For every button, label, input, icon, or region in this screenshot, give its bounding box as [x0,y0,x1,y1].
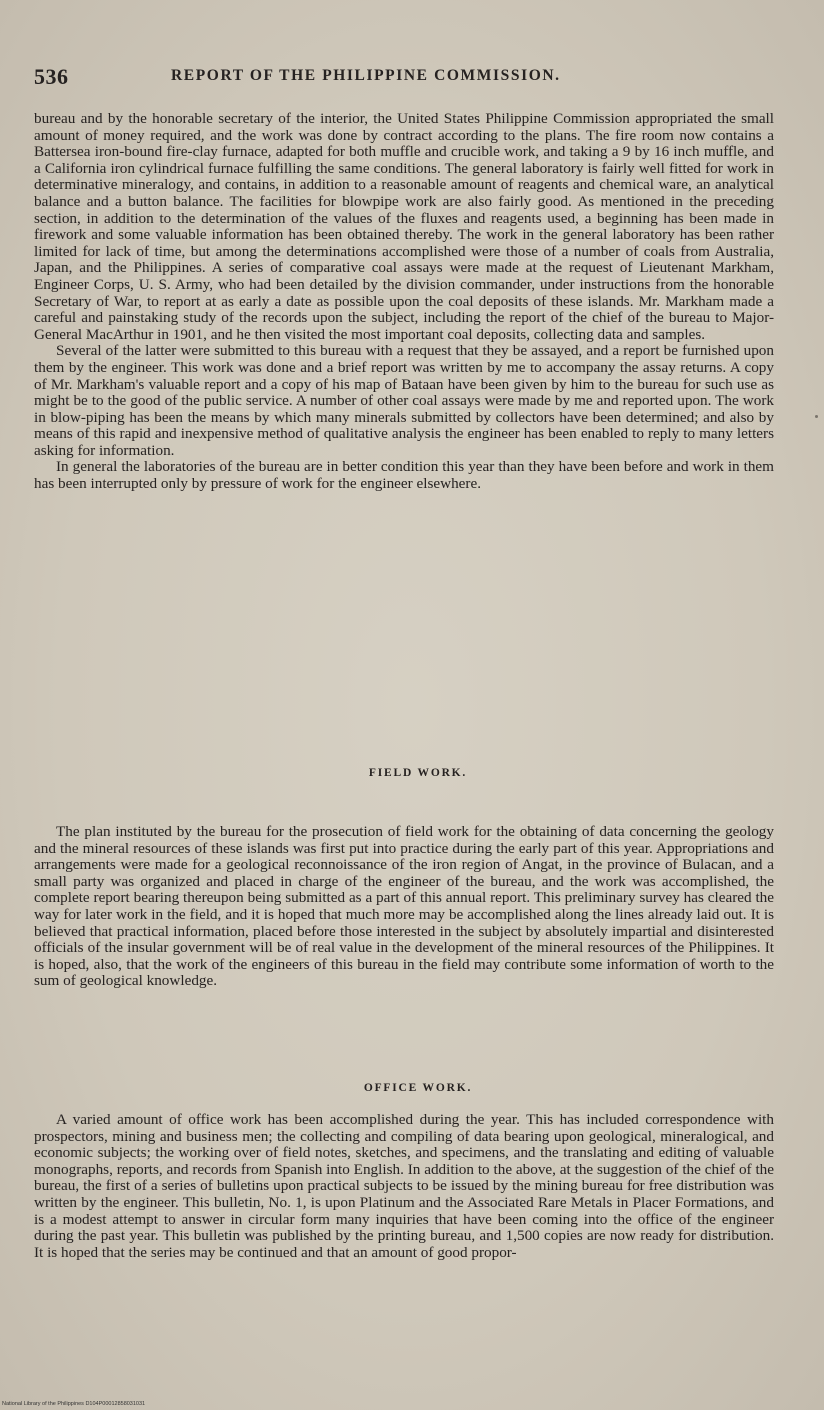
page-number: 536 [34,64,69,89]
paragraph-laboratory-condition: In general the laboratories of the bureau are in better condition this year than they have been before and work in them has been interrupted only by pressure of work for the engineer elsewhere. [34,458,774,493]
office-work-heading: OFFICE WORK. [363,1082,473,1094]
paragraph-laboratory-equipment: bureau and by the honorable secretary of the interior, the United States Philippine Commission appropriated the small amount of money required, and the work was done by contract according to the plans. The fire room now contains a Battersea iron-bound fire-clay furnace, adapted for both muffle and crucible work, and taking a 9 by 16 inch muffle, and a California iron cylindrical furnace fulfilling the same conditions. The general laboratory is fairly well fitted for work in determinative mineralogy, and contains, in addition to a reasonable amount of reagents and chemical ware, an analytical balance and a button balance. The facilities for blowpipe work are also fairly good. As mentioned in the preceding section, in addition to the determination of the values of the fluxes and reagents used, a beginning has been made in firework and some valuable information has been obtained thereby. The work in the general laboratory has been rather limited for lack of time, but among the determinations accomplished were those of a number of coals from Australia, Japan, and the Philippines. A series of comparative coal assays were made at the request of Lieutenant Markham, Engineer Corps, U. S. Army, who had been detailed by the division commander, under instructions from the honorable Secretary of War, to report at as early a date as possible upon the coal deposits of these islands. Mr. Markham made a careful and painstaking study of the records upon the subject, including the report of the chief of the bureau to Major-General MacArthur in 1901, and he then visited the most important coal deposits, collecting data and samples. [34,110,774,343]
running-head: REPORT OF THE PHILIPPINE COMMISSION. [171,67,561,84]
paragraph-office-work: A varied amount of office work has been accomplished during the year. This has included correspondence with prospectors, mining and business men; the collecting and compiling of data bearing upon geological, mineralogical, and economic subjects; the working over of field notes, sketches, and specimens, and the translating and editing of valuable monographs, reports, and records from Spanish into English. In addition to the above, at the suggestion of the chief of the bureau, the first of a series of bulletins upon practical subjects to be issued by the mining bureau for free distribution was written by the engineer. This bulletin, No. 1, is upon Platinum and the Associated Rare Metals in Placer Formations, and is a modest attempt to answer in circular form many inquiries that have been coming into the office of the engineer during the past year. This bulletin was published by the printing bureau, and 1,500 copies are now ready for distribution. It is hoped that the series may be continued and that an amount of good propor- [34,1111,774,1261]
paragraph-field-work: The plan instituted by the bureau for the prosecution of field work for the obtaining of data concerning the geology and the mineral resources of these islands was first put into practice during the early part of this year. Appropriations and arrangements were made for a geological reconnoissance of the iron region of Angat, in the province of Bulacan, and a small party was organized and placed in charge of the engineer of the bureau, and the work was accomplished, the complete report bearing thereupon being submitted as a part of this annual report. This preliminary survey has cleared the way for later work in the field, and it is hoped that much more may be accomplished along the lines already laid out. It is believed that practical information, placed before those interested in the subject by absolutely impartial and disinterested officials of the insular government will be of real value in the development of the mineral resources of the Philippines. It is hoped, also, that the work of the engineers of this bureau in the field may contribute some information of worth to the sum of geological knowledge. [34,823,774,990]
paragraph-coal-assays: Several of the latter were submitted to this bureau with a request that they be assayed, and a report be furnished upon them by the engineer. This work was done and a brief report was written by me to accompany the assay returns. A copy of Mr. Markham's valuable report and a copy of his map of Bataan have been given by him to the bureau for such use as might be to the good of the public service. A number of other coal assays were made by me and reported upon. The work in blow-piping has been the means by which many minerals submitted by collectors have been determined; and also by means of this rapid and inexpensive method of qualitative analysis the engineer has been enabled to reply to many letters asking for information. [34,342,774,459]
laboratory-section-text [34,111,774,493]
field-work-section-text [34,824,774,990]
page-header [34,64,794,94]
field-work-heading: FIELD WORK. [368,767,468,779]
office-work-section-text [34,1112,774,1261]
scan-footer: National Library of the Philippines D104P00012858031031 [2,1401,146,1407]
scan-speck [815,415,818,418]
